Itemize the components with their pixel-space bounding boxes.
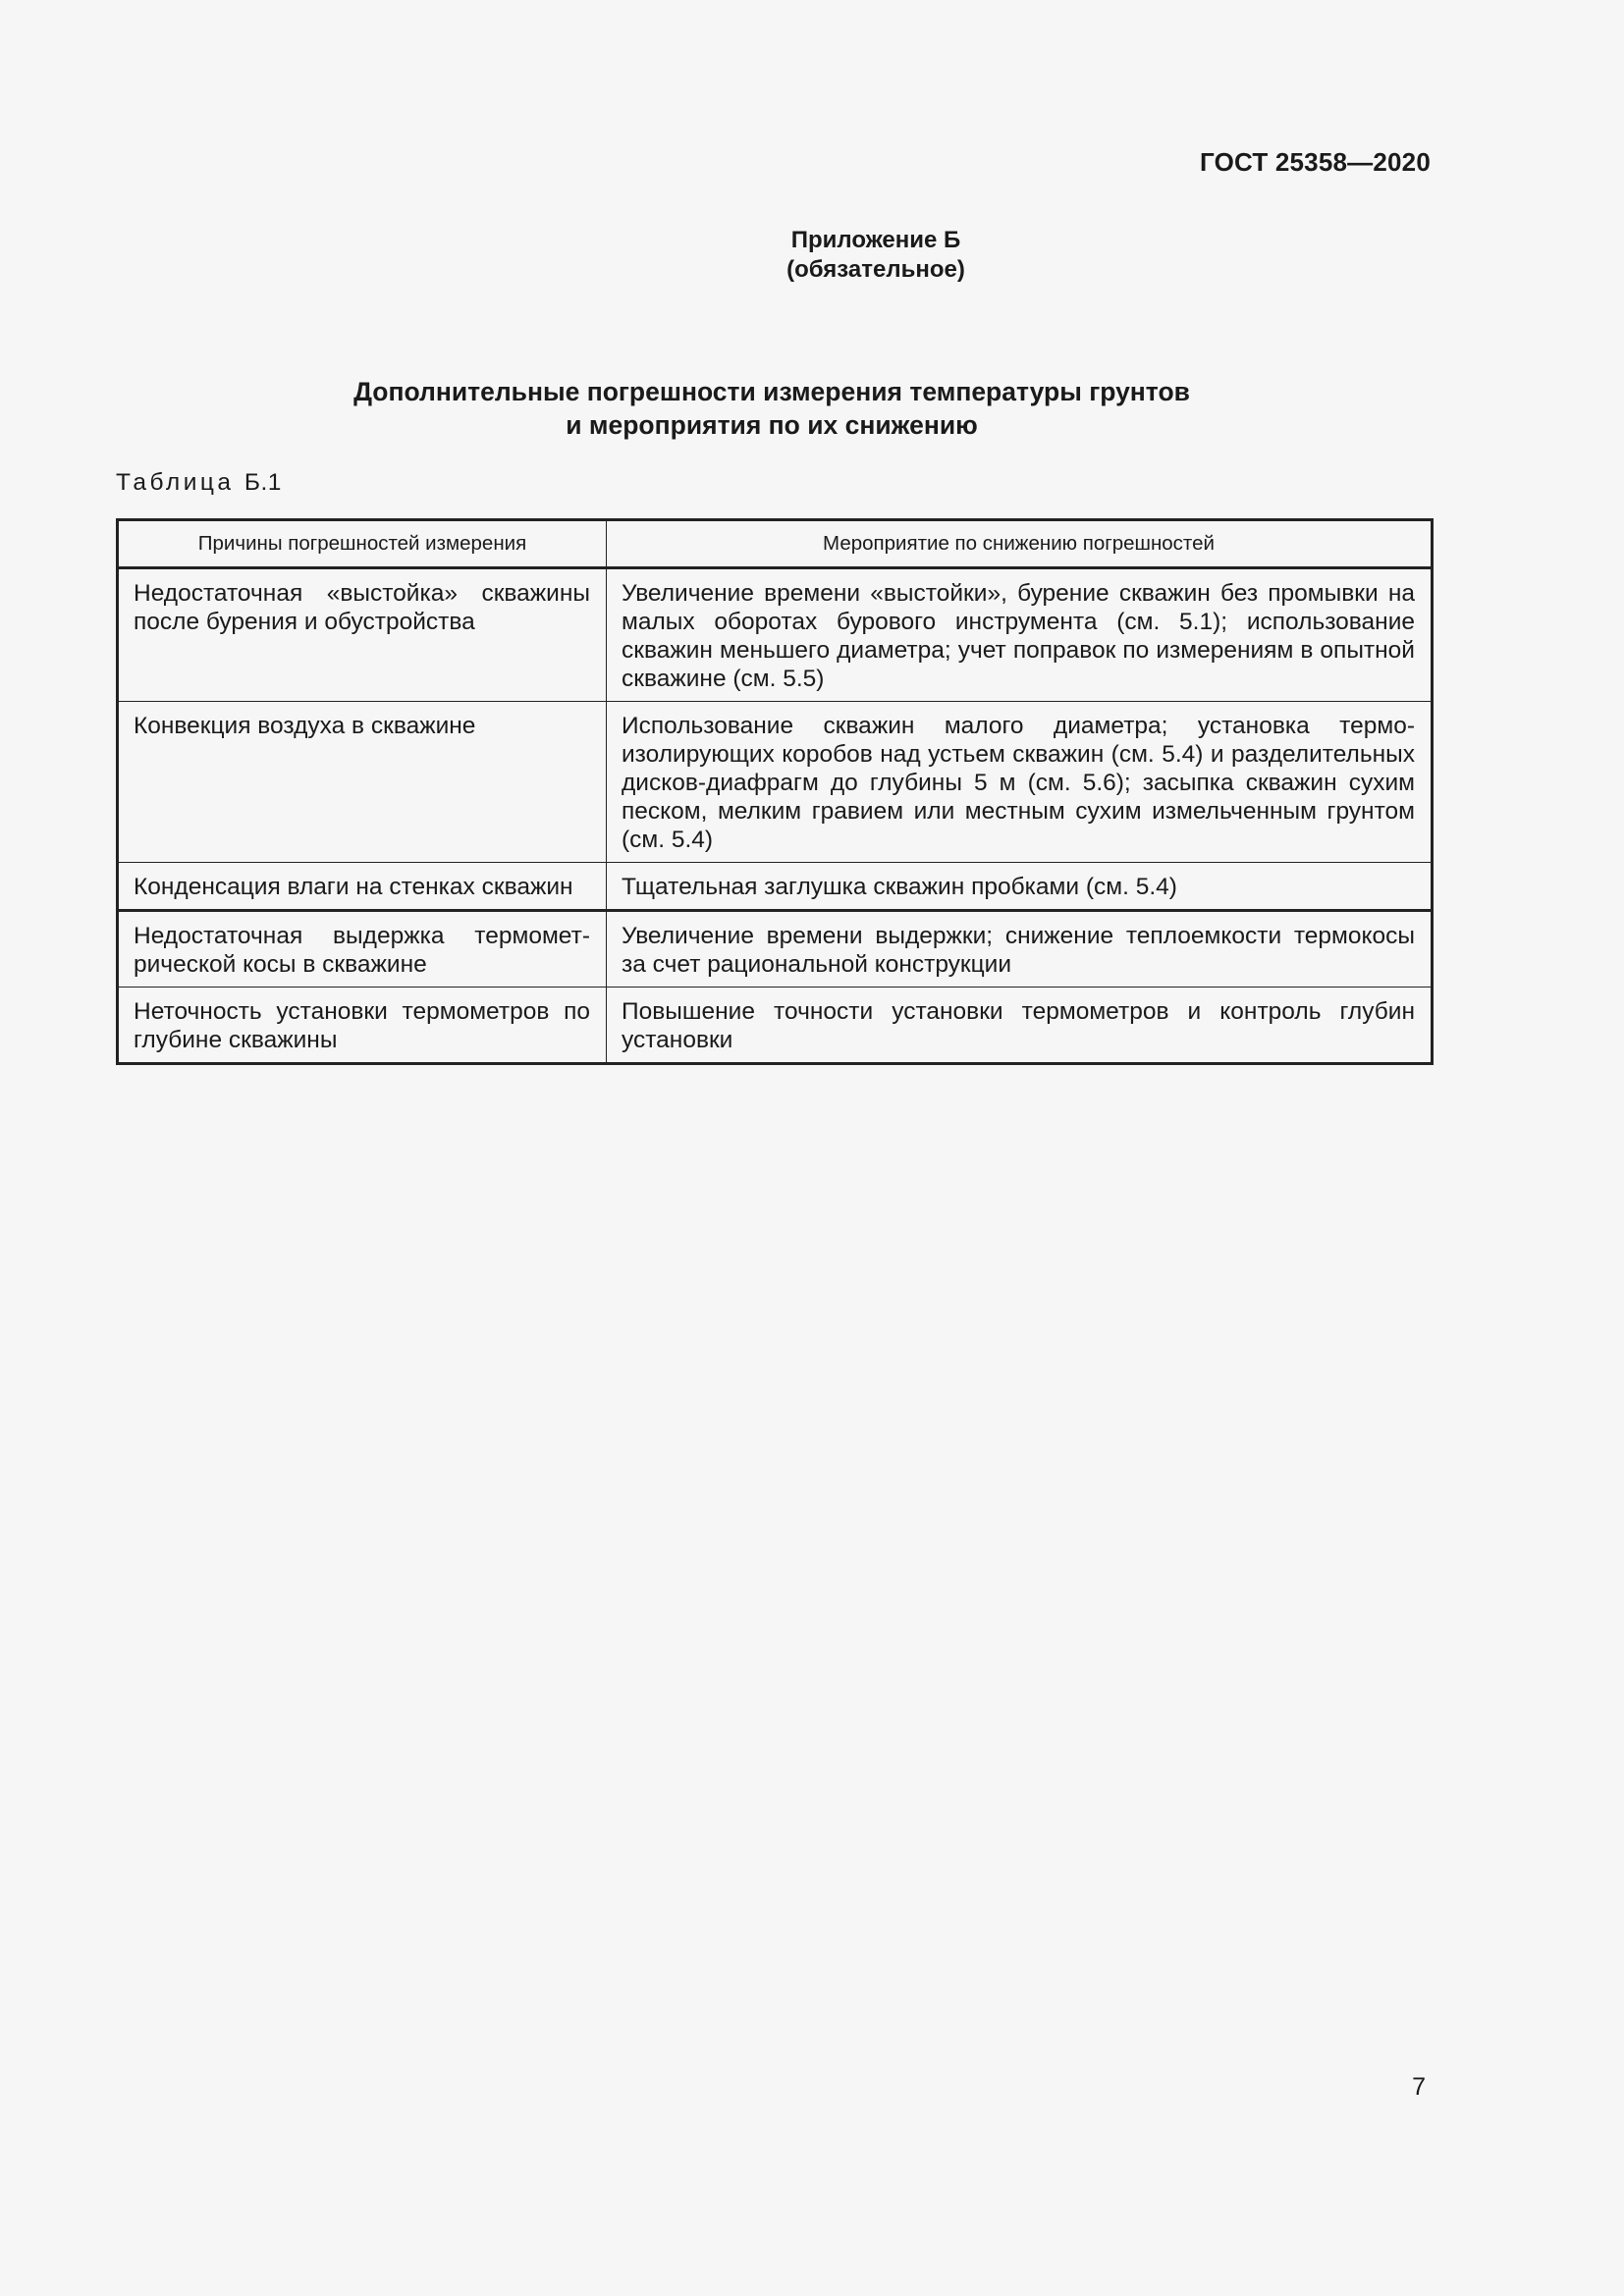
document-code: ГОСТ 25358—2020 xyxy=(1200,147,1431,177)
measurement-errors-table xyxy=(116,518,1434,1065)
measure-cell: Повышение точности установки термометров и контроль глубин установки xyxy=(607,988,1433,1064)
table-row xyxy=(118,988,1433,1064)
page-number: 7 xyxy=(1412,2073,1426,2101)
cause-cell: Неточность установки термометров по глубине скважины xyxy=(118,988,607,1064)
measure-cell: Увеличение времени выдержки; снижение теплоемкости термокосы за счет рациональной конструкции xyxy=(607,911,1433,988)
table-label-word: Таблица xyxy=(116,469,235,496)
cause-cell: Недостаточная выдержка термометрической косы в скважине xyxy=(118,911,607,988)
table-header-row xyxy=(118,520,1433,568)
table-label-number: Б.1 xyxy=(244,469,282,496)
section-title xyxy=(0,375,1543,442)
column-header-measures: Мероприятие по снижению погрешностей xyxy=(607,520,1433,568)
column-header-causes: Причины погрешностей измерения xyxy=(118,520,607,568)
cause-cell: Недостаточная «выстойка» скважины после бурения и обустройства xyxy=(118,568,607,702)
section-title-line-2: и мероприятия по их снижению xyxy=(566,410,978,440)
appendix-status: (обязательное) xyxy=(786,256,965,283)
table-row xyxy=(118,863,1433,911)
table-row xyxy=(118,702,1433,863)
section-title-line-1: Дополнительные погрешности измерения температуры грунтов xyxy=(353,377,1190,406)
measure-cell: Использование скважин малого диаметра; установка термоизолирующих коробов над устьем скважин (см. 5.4) и разделительных дисков-диафрагм до глубины 5 м (см. 5.6); засыпка скважин сухим песком, мелким гравием или местным сухим измельченным грунтом (см. 5.4) xyxy=(607,702,1433,863)
measure-cell: Увеличение времени «выстойки», бурение скважин без промывки на малых оборотах бурового инструмента (см. 5.1); использование скважин меньшего диаметра; учет поправок по измерениям в опытной скважине (см. 5.5) xyxy=(607,568,1433,702)
table-label xyxy=(116,469,282,497)
appendix-heading xyxy=(0,226,1624,285)
cause-cell: Конвекция воздуха в скважине xyxy=(118,702,607,863)
appendix-title: Приложение Б xyxy=(790,227,961,253)
table-row xyxy=(118,568,1433,702)
measure-cell: Тщательная заглушка скважин пробками (см. 5.4) xyxy=(607,863,1433,911)
cause-cell: Конденсация влаги на стенках скважин xyxy=(118,863,607,911)
table-row xyxy=(118,911,1433,988)
